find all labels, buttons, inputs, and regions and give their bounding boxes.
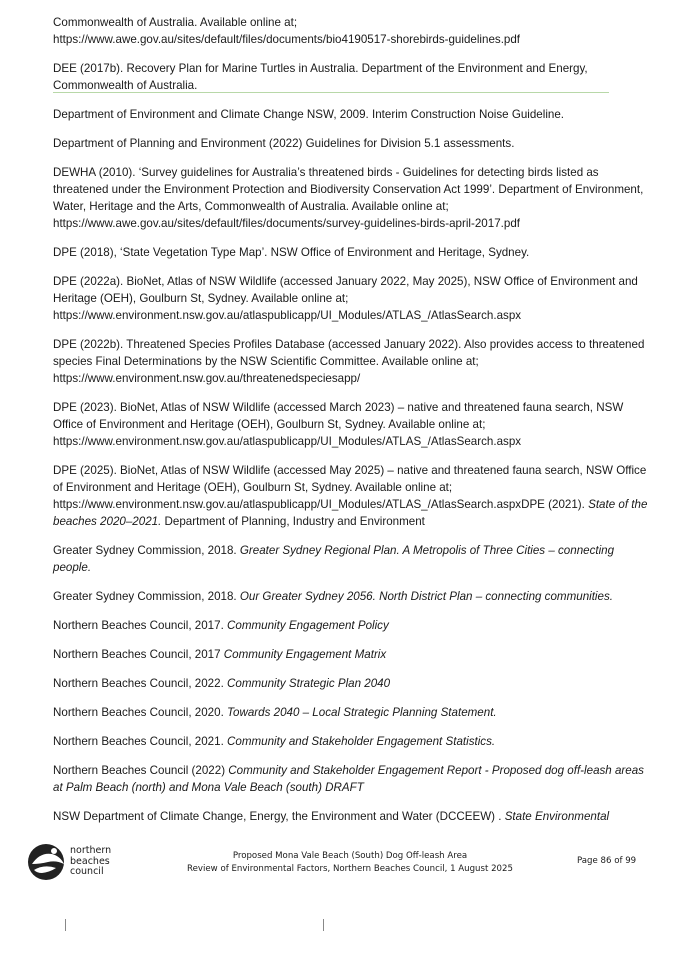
reference-title: State Environmental xyxy=(504,810,610,823)
reference-entry xyxy=(53,244,653,261)
reference-entry xyxy=(53,704,653,721)
reference-entry xyxy=(53,14,653,48)
reference-text: Northern Beaches Council, 2017. xyxy=(53,619,228,632)
margin-mark xyxy=(65,919,66,931)
reference-entry xyxy=(53,106,653,123)
reference-entry xyxy=(53,273,653,324)
reference-title: Community and Stakeholder Engagement Statistics. xyxy=(227,735,496,748)
reference-entry xyxy=(53,808,653,825)
reference-text: DPE (2022b). Threatened Species Profiles Database (accessed January 2022). Also provides access to threatened species Final Determinations by the NSW Scientific Committee. Available online at; xyxy=(53,338,645,368)
reference-text: Greater Sydney Commission, 2018. xyxy=(53,544,240,557)
reference-entry xyxy=(53,733,653,750)
reference-title: Towards 2040 – Local Strategic Planning Statement. xyxy=(227,706,497,719)
reference-text: DEE (2017b). Recovery Plan for Marine Turtles in Australia. Department of the Environment and Energy, Commonwealth of Australia. xyxy=(53,62,588,92)
reference-text: Department of Planning and Environment (2022) Guidelines for Division 5.1 assessments. xyxy=(53,137,515,150)
reference-text: DPE (2023). BioNet, Atlas of NSW Wildlife (accessed March 2023) – native and threatened fauna search, NSW Office of Environment and Heritage (OEH), Goulburn St, Sydney. Available online at; xyxy=(53,401,624,431)
reference-list xyxy=(53,14,653,837)
tracked-change-line xyxy=(53,92,609,93)
reference-url[interactable]: https://www.environment.nsw.gov.au/atlaspublicapp/UI_Modules/ATLAS_/AtlasSearch.aspx xyxy=(53,435,522,448)
reference-text: Northern Beaches Council, 2017 xyxy=(53,648,224,661)
reference-entry xyxy=(53,762,653,796)
reference-url[interactable]: https://www.awe.gov.au/sites/default/files/documents/survey-guidelines-birds-april-2017.pdf xyxy=(53,217,520,230)
page-number: Page 86 of 99 xyxy=(577,856,637,866)
footer-subtitle-line: Review of Environmental Factors, Northern Beaches Council, 1 August 2025 xyxy=(187,863,513,874)
reference-text: DEWHA (2010). ‘Survey guidelines for Australia’s threatened birds - Guidelines for detecting birds listed as threatened under the Environment Protection and Biodiversity Conservation Act 1999’. Department of Environment, Water, Heritage and the Arts, Commonwealth of Australia. Available online at; xyxy=(53,166,644,213)
reference-url[interactable]: https://www.environment.nsw.gov.au/threatenedspeciesapp/ xyxy=(53,372,361,385)
council-logo-text: northern beaches council xyxy=(70,845,112,877)
page-footer xyxy=(0,840,675,900)
margin-mark xyxy=(323,919,324,931)
reference-entry xyxy=(53,164,653,232)
reference-text: Commonwealth of Australia. Available online at; xyxy=(53,16,298,29)
reference-text: NSW Department of Climate Change, Energy, the Environment and Water (DCCEEW) . xyxy=(53,810,505,823)
reference-url[interactable]: https://www.awe.gov.au/sites/default/files/documents/bio4190517-shorebirds-guidelines.pdf xyxy=(53,33,521,46)
reference-text: Greater Sydney Commission, 2018. xyxy=(53,590,240,603)
reference-url[interactable]: https://www.environment.nsw.gov.au/atlaspublicapp/UI_Modules/ATLAS_/AtlasSearch.aspx xyxy=(53,309,522,322)
reference-text: Department of Environment and Climate Change NSW, 2009. Interim Construction Noise Guideline. xyxy=(53,108,565,121)
reference-text: Department of Planning, Industry and Environment xyxy=(161,515,425,528)
reference-text: DPE (2018), ‘State Vegetation Type Map’. NSW Office of Environment and Heritage, Sydney. xyxy=(53,246,530,259)
reference-title: Community Engagement Matrix xyxy=(223,648,387,661)
reference-text: Northern Beaches Council (2022) xyxy=(53,764,229,777)
reference-entry xyxy=(53,462,653,530)
reference-entry xyxy=(53,399,653,450)
reference-title: Community Engagement Policy xyxy=(227,619,389,632)
reference-title: Our Greater Sydney 2056. North District Plan – connecting communities. xyxy=(239,590,613,603)
reference-entry xyxy=(53,135,653,152)
reference-text: DPE (2022a). BioNet, Atlas of NSW Wildlife (accessed January 2022, May 2025), NSW Office of Environment and Heritage (OEH), Goulburn St, Sydney. Available online at; xyxy=(53,275,638,305)
reference-text: DPE (2025). BioNet, Atlas of NSW Wildlife (accessed May 2025) – native and threatened fauna search, NSW Office of Environment and Heritage (OEH), Goulburn St, Sydney. Available online at; https://www.environment.nsw.gov.au/atlaspublicapp/UI_Modules/ATLAS_/AtlasSearch.aspxDPE (2021). xyxy=(53,464,647,511)
footer-title-line: Proposed Mona Vale Beach (South) Dog Off-leash Area xyxy=(232,851,468,861)
reference-entry xyxy=(53,336,653,387)
reference-entry xyxy=(53,588,653,605)
reference-entry xyxy=(53,60,653,94)
reference-title: Greater Sydney Regional Plan. A Metropolis of Three Cities – connecting people. xyxy=(53,544,615,574)
reference-title: State of the beaches 2020–2021. xyxy=(53,498,648,528)
reference-text: Northern Beaches Council, 2020. xyxy=(53,706,228,719)
council-logo-icon xyxy=(26,842,70,882)
reference-text: Northern Beaches Council, 2021. xyxy=(53,735,228,748)
reference-entry xyxy=(53,646,653,663)
footer-document-title xyxy=(165,850,535,875)
reference-title: Community and Stakeholder Engagement Report - Proposed dog off-leash areas at Palm Beach (north) and Mona Vale Beach (south) DRAFT xyxy=(53,764,644,794)
reference-entry xyxy=(53,617,653,634)
reference-entry xyxy=(53,542,653,576)
reference-text: Northern Beaches Council, 2022. xyxy=(53,677,228,690)
reference-entry xyxy=(53,675,653,692)
reference-title: Community Strategic Plan 2040 xyxy=(227,677,391,690)
